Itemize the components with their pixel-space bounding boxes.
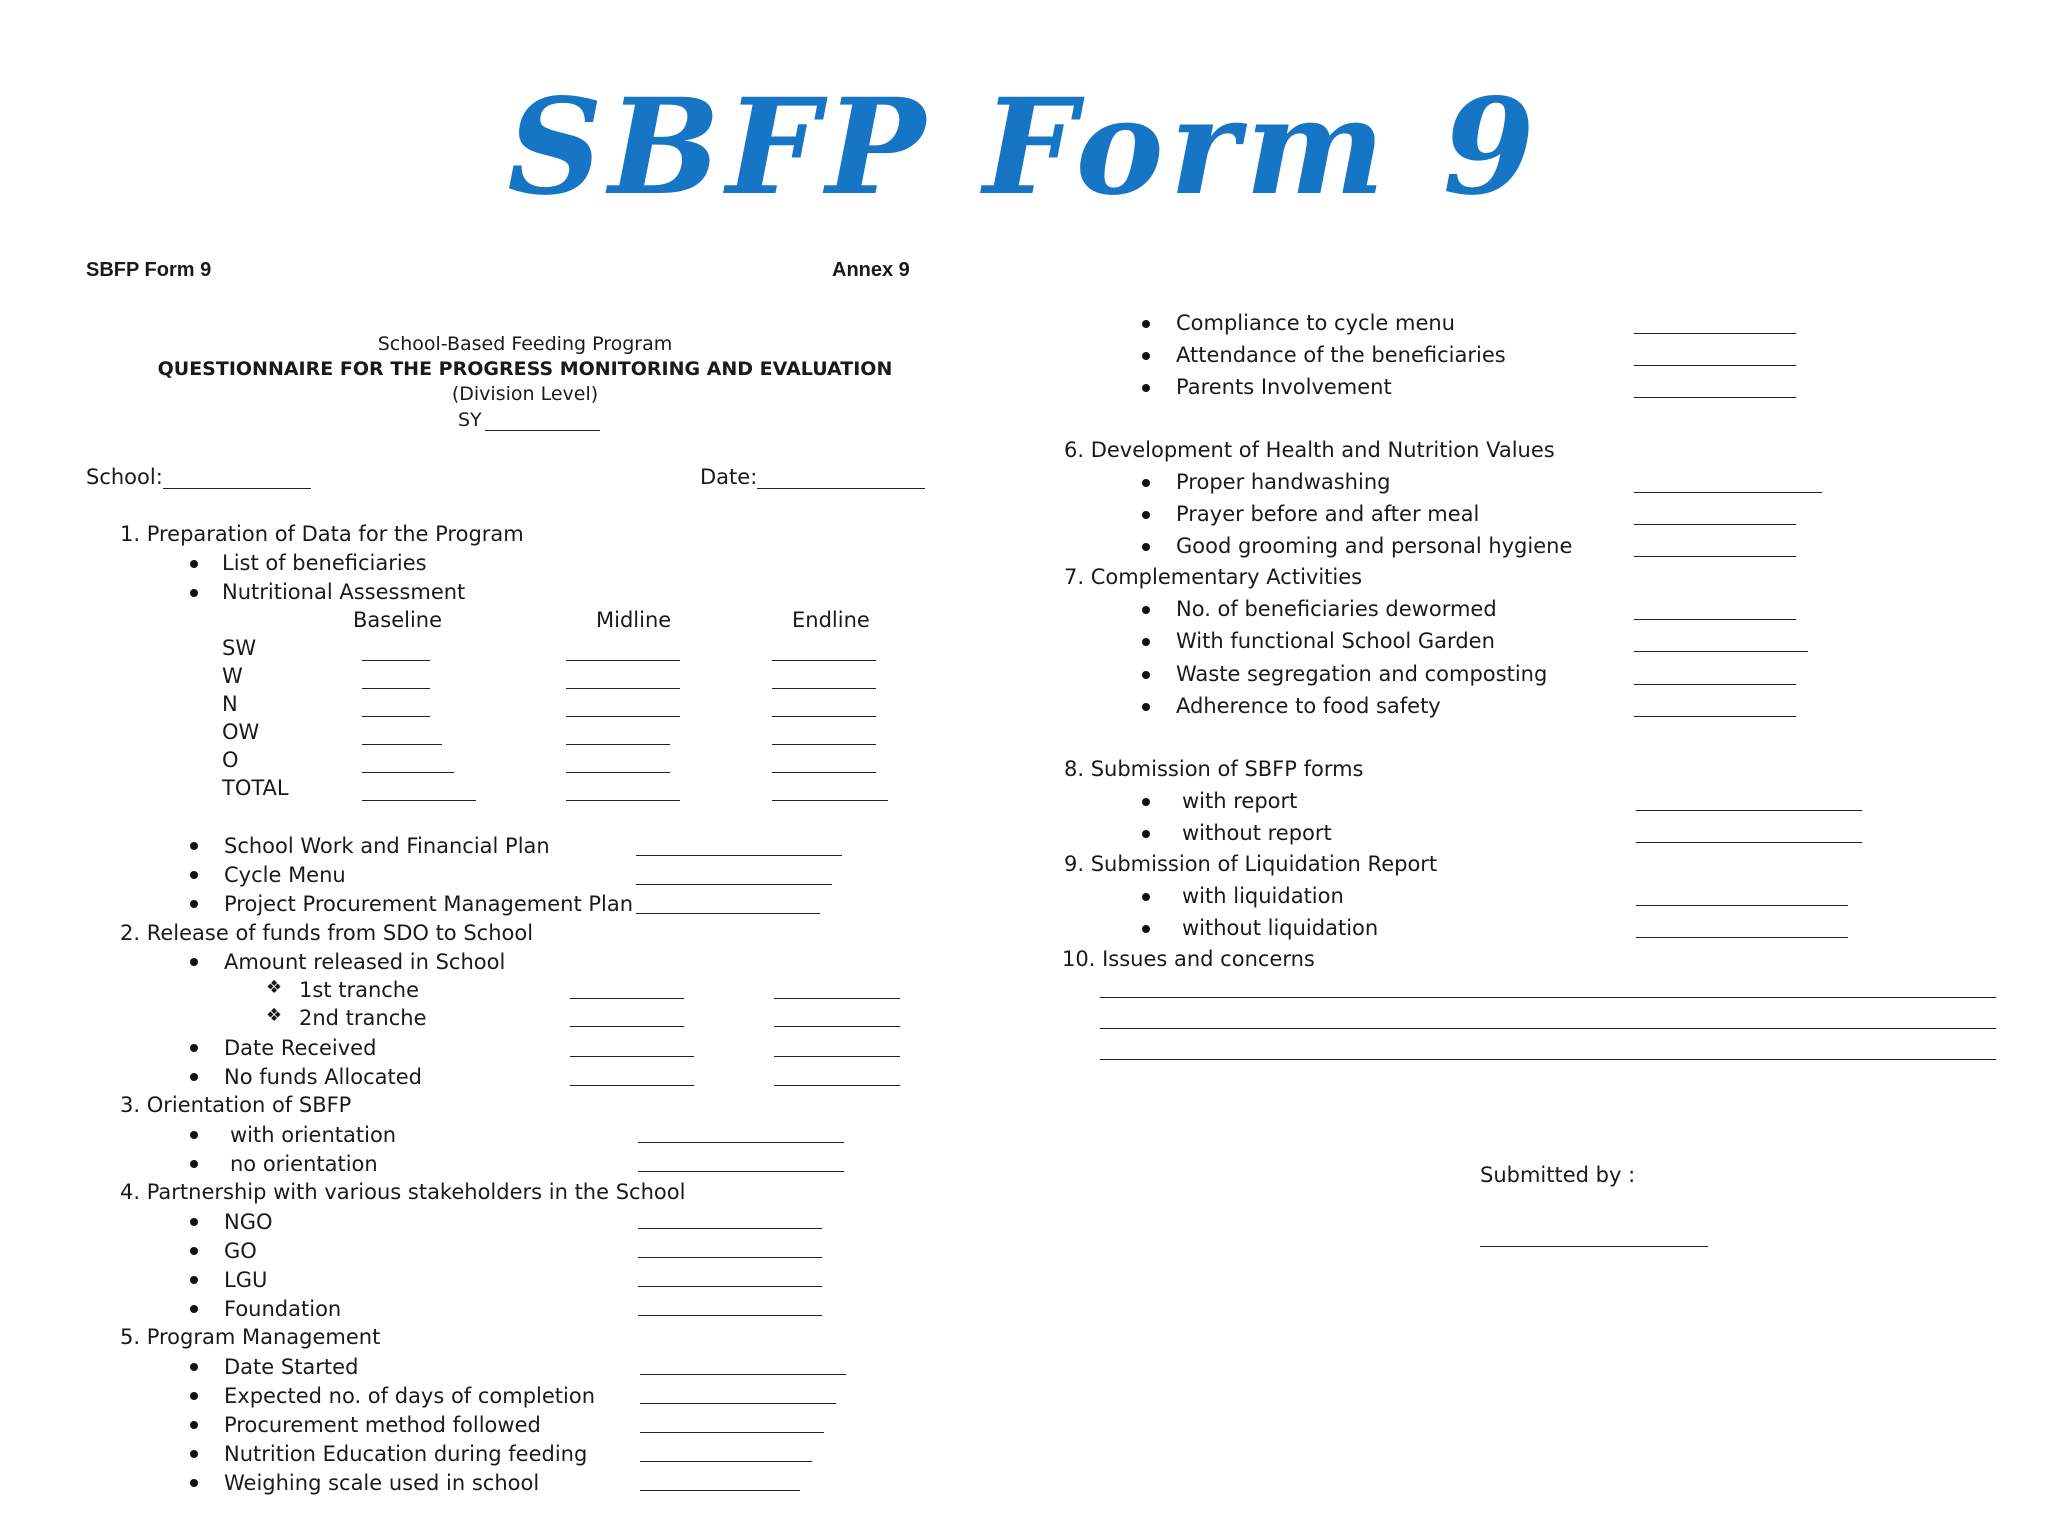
col-midline: Midline <box>596 608 672 632</box>
sec1-item-ppmp: Project Procurement Management Plan <box>224 892 634 916</box>
school-garden-blank[interactable] <box>1634 651 1808 652</box>
sec2-no-funds: No funds Allocated <box>224 1065 422 1089</box>
no-funds-blank-a[interactable] <box>570 1085 694 1086</box>
bullet-dot <box>190 1363 198 1371</box>
bullet-dot <box>190 900 198 908</box>
row-w: W <box>222 664 243 688</box>
bullet-dot <box>1142 384 1150 392</box>
bullet-dot <box>190 958 198 966</box>
ngo-blank[interactable] <box>638 1228 822 1229</box>
tranche2-blank-a[interactable] <box>570 1026 684 1027</box>
no-orientation-blank[interactable] <box>638 1171 844 1172</box>
bullet-dot <box>190 589 198 597</box>
col-endline: Endline <box>792 608 870 632</box>
tranche1-blank-b[interactable] <box>774 998 900 999</box>
no-funds-blank-b[interactable] <box>774 1085 900 1086</box>
date-received-blank-b[interactable] <box>774 1056 900 1057</box>
sec4-heading: 4. Partnership with various stakeholders in the School <box>120 1180 686 1204</box>
nutrition-education-blank[interactable] <box>640 1461 812 1462</box>
bullet-dot <box>1142 543 1150 551</box>
sec4-go: GO <box>224 1239 257 1263</box>
sw-baseline-blank[interactable] <box>362 660 430 661</box>
diamond-bullet-icon: ❖ <box>266 977 283 998</box>
bullet-dot <box>1142 638 1150 646</box>
program-name: School-Based Feeding Program <box>377 333 673 355</box>
sec3-no-orientation: no orientation <box>230 1152 378 1176</box>
sec8-without-report: without report <box>1182 821 1332 845</box>
bullet-dot <box>190 1479 198 1487</box>
total-midline-blank[interactable] <box>566 800 680 801</box>
bullet-dot <box>190 1450 198 1458</box>
waste-segregation-blank[interactable] <box>1634 684 1796 685</box>
sec5-nutrition-education: Nutrition Education during feeding <box>224 1442 588 1466</box>
date-started-blank[interactable] <box>640 1374 846 1375</box>
o-baseline-blank[interactable] <box>362 772 454 773</box>
o-endline-blank[interactable] <box>772 772 876 773</box>
go-blank[interactable] <box>638 1257 822 1258</box>
questionnaire-title: QUESTIONNAIRE FOR THE PROGRESS MONITORING AND EVALUATION <box>157 358 893 380</box>
ppmp-blank[interactable] <box>636 913 820 914</box>
bullet-dot <box>190 1073 198 1081</box>
bullet-dot <box>190 1160 198 1168</box>
total-baseline-blank[interactable] <box>362 800 476 801</box>
sec4-lgu: LGU <box>224 1268 268 1292</box>
row-o: O <box>222 748 239 772</box>
issues-line-2[interactable] <box>1100 1028 1996 1029</box>
school-label: School: <box>86 465 163 489</box>
sec9-with-liquidation: with liquidation <box>1182 884 1344 908</box>
sec5-weighing-scale: Weighing scale used in school <box>224 1471 540 1495</box>
total-endline-blank[interactable] <box>772 800 888 801</box>
sec5-parents: Parents Involvement <box>1176 375 1392 399</box>
bullet-dot <box>1142 320 1150 328</box>
bullet-dot <box>190 1421 198 1429</box>
sec6-prayer: Prayer before and after meal <box>1176 502 1480 526</box>
sec7-dewormed: No. of beneficiaries dewormed <box>1176 597 1497 621</box>
sec1-item-swfp: School Work and Financial Plan <box>224 834 550 858</box>
issues-line-3[interactable] <box>1100 1059 1996 1060</box>
bullet-dot <box>190 1247 198 1255</box>
attendance-blank[interactable] <box>1634 365 1796 366</box>
sy-blank[interactable] <box>485 430 600 431</box>
w-baseline-blank[interactable] <box>362 688 430 689</box>
tranche-2: 2nd tranche <box>299 1006 427 1030</box>
bullet-dot <box>190 1131 198 1139</box>
bullet-dot <box>1142 606 1150 614</box>
sw-endline-blank[interactable] <box>772 660 876 661</box>
bullet-dot <box>190 1305 198 1313</box>
sec4-foundation: Foundation <box>224 1297 342 1321</box>
ow-midline-blank[interactable] <box>566 744 670 745</box>
sec9-heading: 9. Submission of Liquidation Report <box>1064 852 1438 876</box>
bullet-dot <box>1142 479 1150 487</box>
bullet-dot <box>190 560 198 568</box>
bullet-dot <box>190 871 198 879</box>
w-endline-blank[interactable] <box>772 688 876 689</box>
procurement-method-blank[interactable] <box>640 1432 824 1433</box>
submitted-by-blank[interactable] <box>1480 1246 1708 1247</box>
bullet-dot <box>1142 925 1150 933</box>
sec5-procurement-method: Procurement method followed <box>224 1413 541 1437</box>
bullet-dot <box>190 1392 198 1400</box>
sw-midline-blank[interactable] <box>566 660 680 661</box>
dewormed-blank[interactable] <box>1634 619 1796 620</box>
sec1-item-beneficiaries: List of beneficiaries <box>222 551 427 575</box>
foundation-blank[interactable] <box>638 1315 822 1316</box>
bullet-dot <box>190 1218 198 1226</box>
tranche-1: 1st tranche <box>299 978 420 1002</box>
food-safety-blank[interactable] <box>1634 716 1796 717</box>
date-received-blank-a[interactable] <box>570 1056 694 1057</box>
row-total: TOTAL <box>222 776 289 800</box>
col-baseline: Baseline <box>353 608 443 632</box>
sec7-school-garden: With functional School Garden <box>1176 629 1495 653</box>
sec6-heading: 6. Development of Health and Nutrition Values <box>1064 438 1555 462</box>
bullet-dot <box>1142 352 1150 360</box>
with-report-blank[interactable] <box>1636 810 1862 811</box>
form-label: SBFP Form 9 <box>86 259 212 281</box>
lgu-blank[interactable] <box>638 1286 822 1287</box>
tranche1-blank-a[interactable] <box>570 998 684 999</box>
with-orientation-blank[interactable] <box>638 1142 844 1143</box>
without-liquidation-blank[interactable] <box>1636 937 1848 938</box>
tranche2-blank-b[interactable] <box>774 1026 900 1027</box>
weighing-scale-blank[interactable] <box>640 1490 800 1491</box>
sec3-heading: 3. Orientation of SBFP <box>120 1093 352 1117</box>
school-blank[interactable] <box>163 488 311 489</box>
sec8-with-report: with report <box>1182 789 1298 813</box>
row-sw: SW <box>222 636 257 660</box>
sec7-waste-segregation: Waste segregation and composting <box>1176 662 1548 686</box>
bullet-dot <box>1142 703 1150 711</box>
cycle-menu-blank[interactable] <box>636 884 832 885</box>
sec9-without-liquidation: without liquidation <box>1182 916 1379 940</box>
bullet-dot <box>1142 893 1150 901</box>
ow-endline-blank[interactable] <box>772 744 876 745</box>
sec3-with-orientation: with orientation <box>230 1123 397 1147</box>
level-label: (Division Level) <box>451 383 599 405</box>
grooming-blank[interactable] <box>1634 556 1796 557</box>
sec7-food-safety: Adherence to food safety <box>1176 694 1441 718</box>
sec2-date-received: Date Received <box>224 1036 377 1060</box>
handwashing-blank[interactable] <box>1634 492 1822 493</box>
sec1-item-nutritional: Nutritional Assessment <box>222 580 466 604</box>
sec6-handwashing: Proper handwashing <box>1176 470 1391 494</box>
sec5-cycle-menu-compliance: Compliance to cycle menu <box>1176 311 1455 335</box>
diamond-bullet-icon: ❖ <box>266 1005 283 1026</box>
bullet-dot <box>190 1044 198 1052</box>
sec6-grooming: Good grooming and personal hygiene <box>1176 534 1573 558</box>
bullet-dot <box>1142 671 1150 679</box>
n-midline-blank[interactable] <box>566 716 680 717</box>
sec10-heading: 10. Issues and concerns <box>1062 947 1315 971</box>
annex-label: Annex 9 <box>832 259 910 281</box>
bullet-dot <box>1142 798 1150 806</box>
row-n: N <box>222 692 238 716</box>
sec5-date-started: Date Started <box>224 1355 359 1379</box>
n-baseline-blank[interactable] <box>362 716 430 717</box>
expected-days-blank[interactable] <box>640 1403 836 1404</box>
issues-line-1[interactable] <box>1100 997 1996 998</box>
banner-title: SBFP Form 9 <box>507 70 1541 225</box>
date-blank[interactable] <box>757 488 925 489</box>
submitted-by-label: Submitted by : <box>1480 1163 1636 1187</box>
sec5-heading: 5. Program Management <box>120 1325 381 1349</box>
ow-baseline-blank[interactable] <box>362 744 442 745</box>
cycle-menu-compliance-blank[interactable] <box>1634 333 1796 334</box>
bullet-dot <box>190 1276 198 1284</box>
prayer-blank[interactable] <box>1634 524 1796 525</box>
sec2-amount-released: Amount released in School <box>224 950 506 974</box>
n-endline-blank[interactable] <box>772 716 876 717</box>
o-midline-blank[interactable] <box>566 772 670 773</box>
swfp-blank[interactable] <box>636 855 842 856</box>
row-ow: OW <box>222 720 260 744</box>
date-label: Date: <box>700 465 758 489</box>
sec1-heading: 1. Preparation of Data for the Program <box>120 522 524 546</box>
bullet-dot <box>1142 511 1150 519</box>
with-liquidation-blank[interactable] <box>1636 905 1848 906</box>
without-report-blank[interactable] <box>1636 842 1862 843</box>
w-midline-blank[interactable] <box>566 688 680 689</box>
sec4-ngo: NGO <box>224 1210 273 1234</box>
bullet-dot <box>190 842 198 850</box>
bullet-dot <box>1142 830 1150 838</box>
parents-blank[interactable] <box>1634 397 1796 398</box>
sec8-heading: 8. Submission of SBFP forms <box>1064 757 1364 781</box>
sec5-attendance: Attendance of the beneficiaries <box>1176 343 1506 367</box>
sec2-heading: 2. Release of funds from SDO to School <box>120 921 534 945</box>
sec7-heading: 7. Complementary Activities <box>1064 565 1363 589</box>
sy-label: SY <box>458 409 482 431</box>
sec5-expected-days: Expected no. of days of completion <box>224 1384 596 1408</box>
sec1-item-cycle-menu: Cycle Menu <box>224 863 346 887</box>
